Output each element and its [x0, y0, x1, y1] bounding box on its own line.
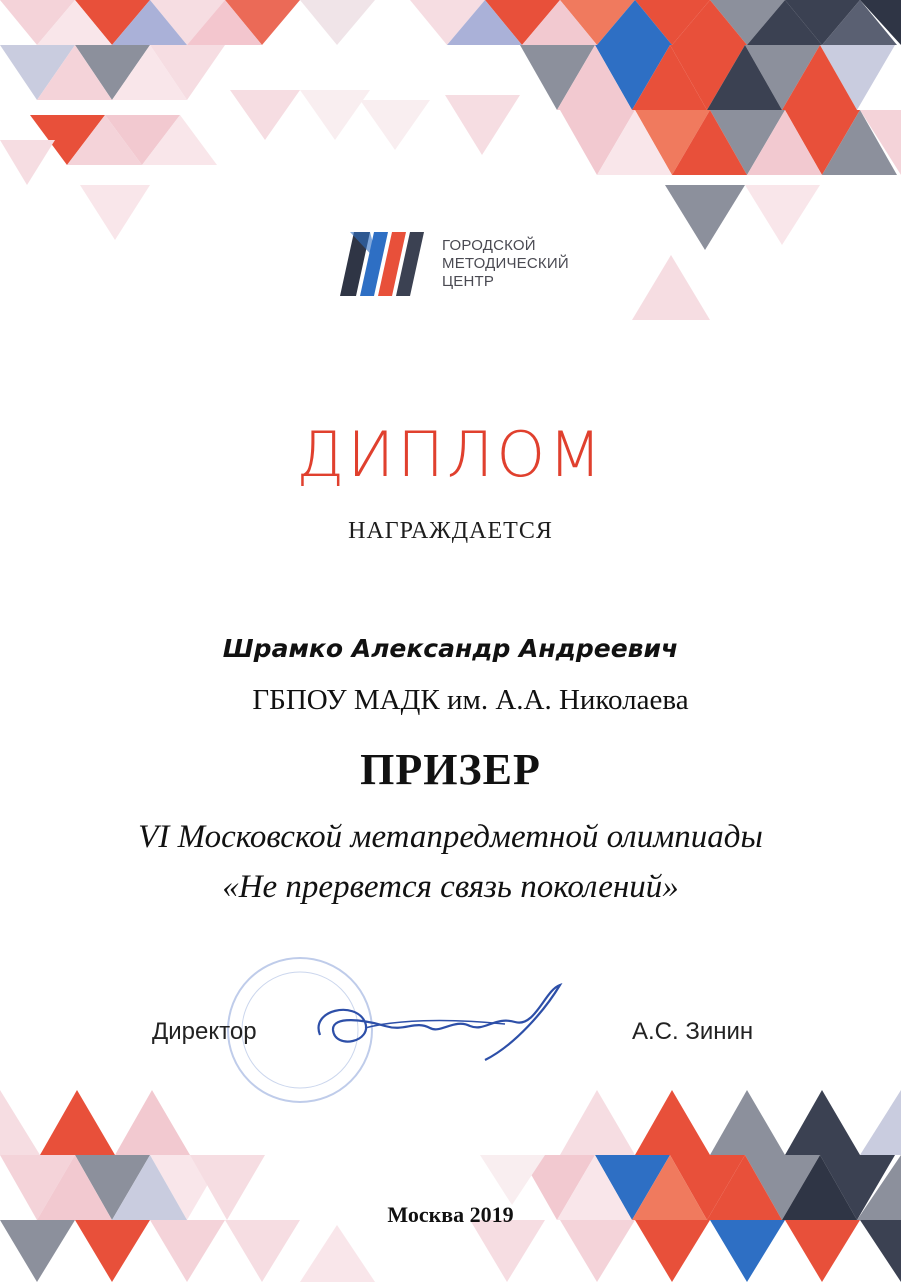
logo-line-2: МЕТОДИЧЕСКИЙ [442, 255, 569, 272]
recipient-organization: ГБПОУ МАДК им. А.А. Николаева [252, 684, 689, 716]
event-name [0, 812, 901, 912]
gmc-logo-text [442, 237, 569, 291]
event-line-2: «Не прервется связь поколений» [222, 869, 679, 905]
logo-line-1: ГОРОДСКОЙ [442, 237, 536, 254]
event-line-1: VI Московской метапредметной олимпиады [138, 819, 763, 855]
gmc-logo-mark [340, 232, 428, 296]
signatory-name: А.С. Зинин [632, 1018, 754, 1045]
place-and-year: Москва 2019 [387, 1202, 514, 1227]
diploma-title: ДИПЛОМ [296, 418, 605, 491]
awarded-caption: НАГРАЖДАЕТСЯ [348, 518, 553, 544]
recipient-name: Шрамко Александр Андреевич [222, 634, 679, 663]
bottom-triangle-pattern [0, 1085, 901, 1282]
award-rank: ПРИЗЕР [360, 745, 541, 794]
signatory-role: Директор [152, 1018, 257, 1045]
gmc-logo [340, 232, 569, 296]
logo-line-3: ЦЕНТР [442, 273, 495, 290]
